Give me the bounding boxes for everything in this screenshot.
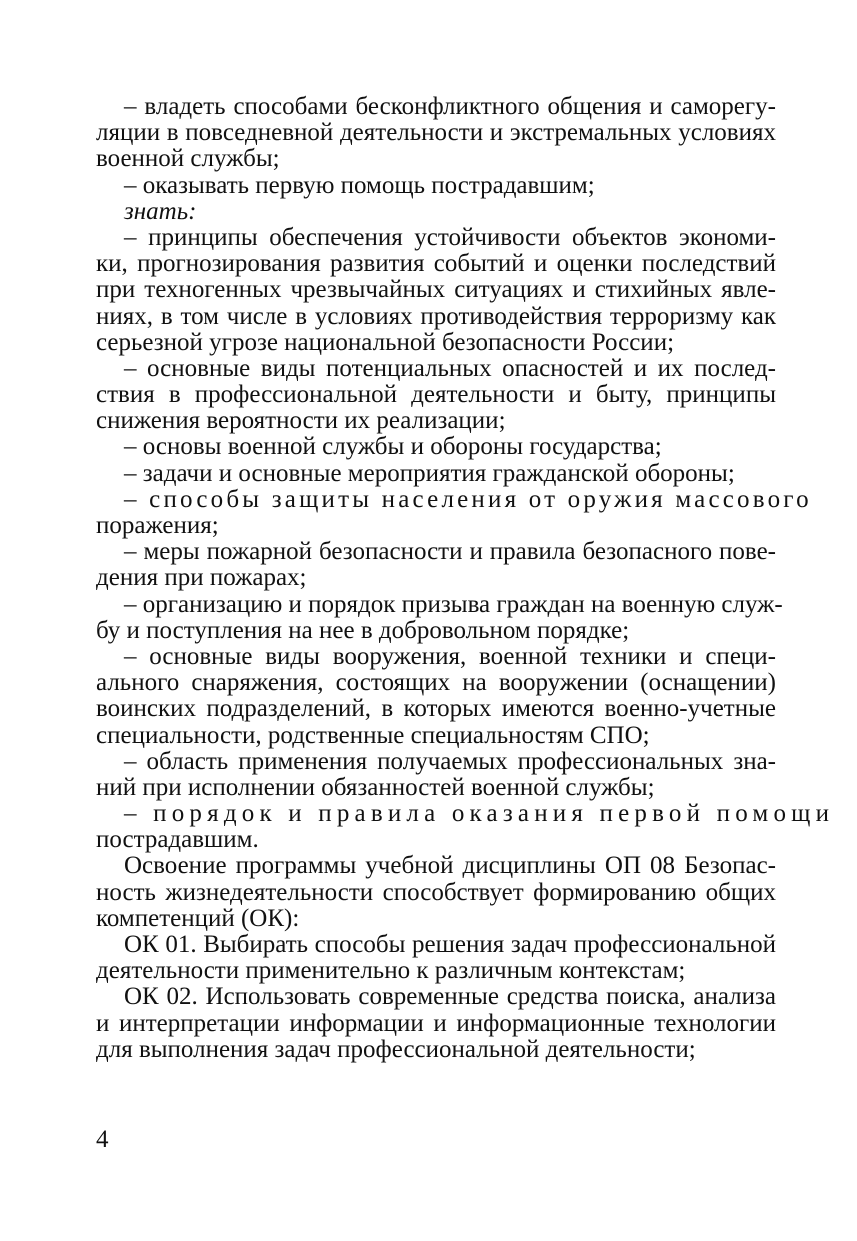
text-line: и интерпретации информации и информационные технологии (96, 1009, 776, 1037)
text-line: серьезной угрозе национальной безопасности России; (96, 328, 675, 356)
text-line: пострадавшим. (96, 826, 259, 854)
text-line: бу и поступления на нее в добровольном порядке; (96, 616, 630, 644)
text-line: – область применения получаемых профессиональных зна- (124, 747, 776, 775)
page-body (96, 93, 835, 1063)
text-line: снижения вероятности их реализации; (96, 407, 506, 435)
text-line: ниях, в том числе в условиях противодействия терроризму как (96, 302, 776, 330)
text-line: специальности, родственные специальностям СПО; (96, 721, 650, 749)
page-number: 4 (96, 1126, 109, 1153)
text-line: поражения; (96, 512, 219, 539)
text-line: дения при пожарах; (96, 564, 307, 592)
section-label: знать: (124, 197, 197, 225)
text-line: воинских подразделений, в которых имеются военно-учетные (96, 695, 776, 723)
text-line: – меры пожарной безопасности и правила безопасного пове- (124, 538, 776, 566)
text-line: – организацию и порядок призыва граждан на военную служ- (124, 590, 783, 618)
text-line: ний при исполнении обязанностей военной службы; (96, 773, 655, 801)
text-line: ОК 02. Использовать современные средства поиска, анализа (124, 983, 776, 1011)
text-line: – задачи и основные мероприятия гражданской обороны; (124, 459, 735, 487)
text-line: деятельности применительно к различным контекстам; (96, 957, 686, 985)
text-line: ОК 01. Выбирать способы решения задач профессиональной (124, 931, 776, 958)
text-line: – основные виды потенциальных опасностей и их послед- (124, 354, 776, 382)
text-line: – порядок и правила оказания первой помощи (124, 800, 835, 828)
text-line: – способы защиты населения от оружия массового (124, 485, 812, 513)
text-line: – основы военной службы и обороны государства; (124, 433, 662, 461)
text-line: – владеть способами бесконфликтного общения и саморегу- (124, 93, 776, 120)
text-line: – оказывать первую помощь пострадавшим; (124, 171, 595, 199)
text-line: военной службы; (96, 145, 280, 173)
text-line: ки, прогнозирования развития событий и оценки последствий (96, 250, 776, 278)
text-line: ствия в профессиональной деятельности и быту, принципы (96, 381, 776, 409)
text-line: – принципы обеспечения устойчивости объектов экономи- (124, 223, 776, 251)
text-line: Освоение программы учебной дисциплины ОП 08 Безопас- (124, 852, 776, 880)
text-line: – основные виды вооружения, военной техники и специ- (124, 642, 776, 670)
text-line: при техногенных чрезвычайных ситуациях и стихийных явле- (96, 276, 776, 304)
text-line: компетенций (ОК): (96, 904, 300, 932)
text-line: ность жизнедеятельности способствует формированию общих (96, 878, 776, 906)
text-line: ляции в повседневной деятельности и экстремальных условиях (96, 119, 776, 147)
text-line: для выполнения задач профессиональной деятельности; (96, 1035, 696, 1063)
text-line: ального снаряжения, состоящих на вооружении (оснащении) (96, 669, 776, 697)
